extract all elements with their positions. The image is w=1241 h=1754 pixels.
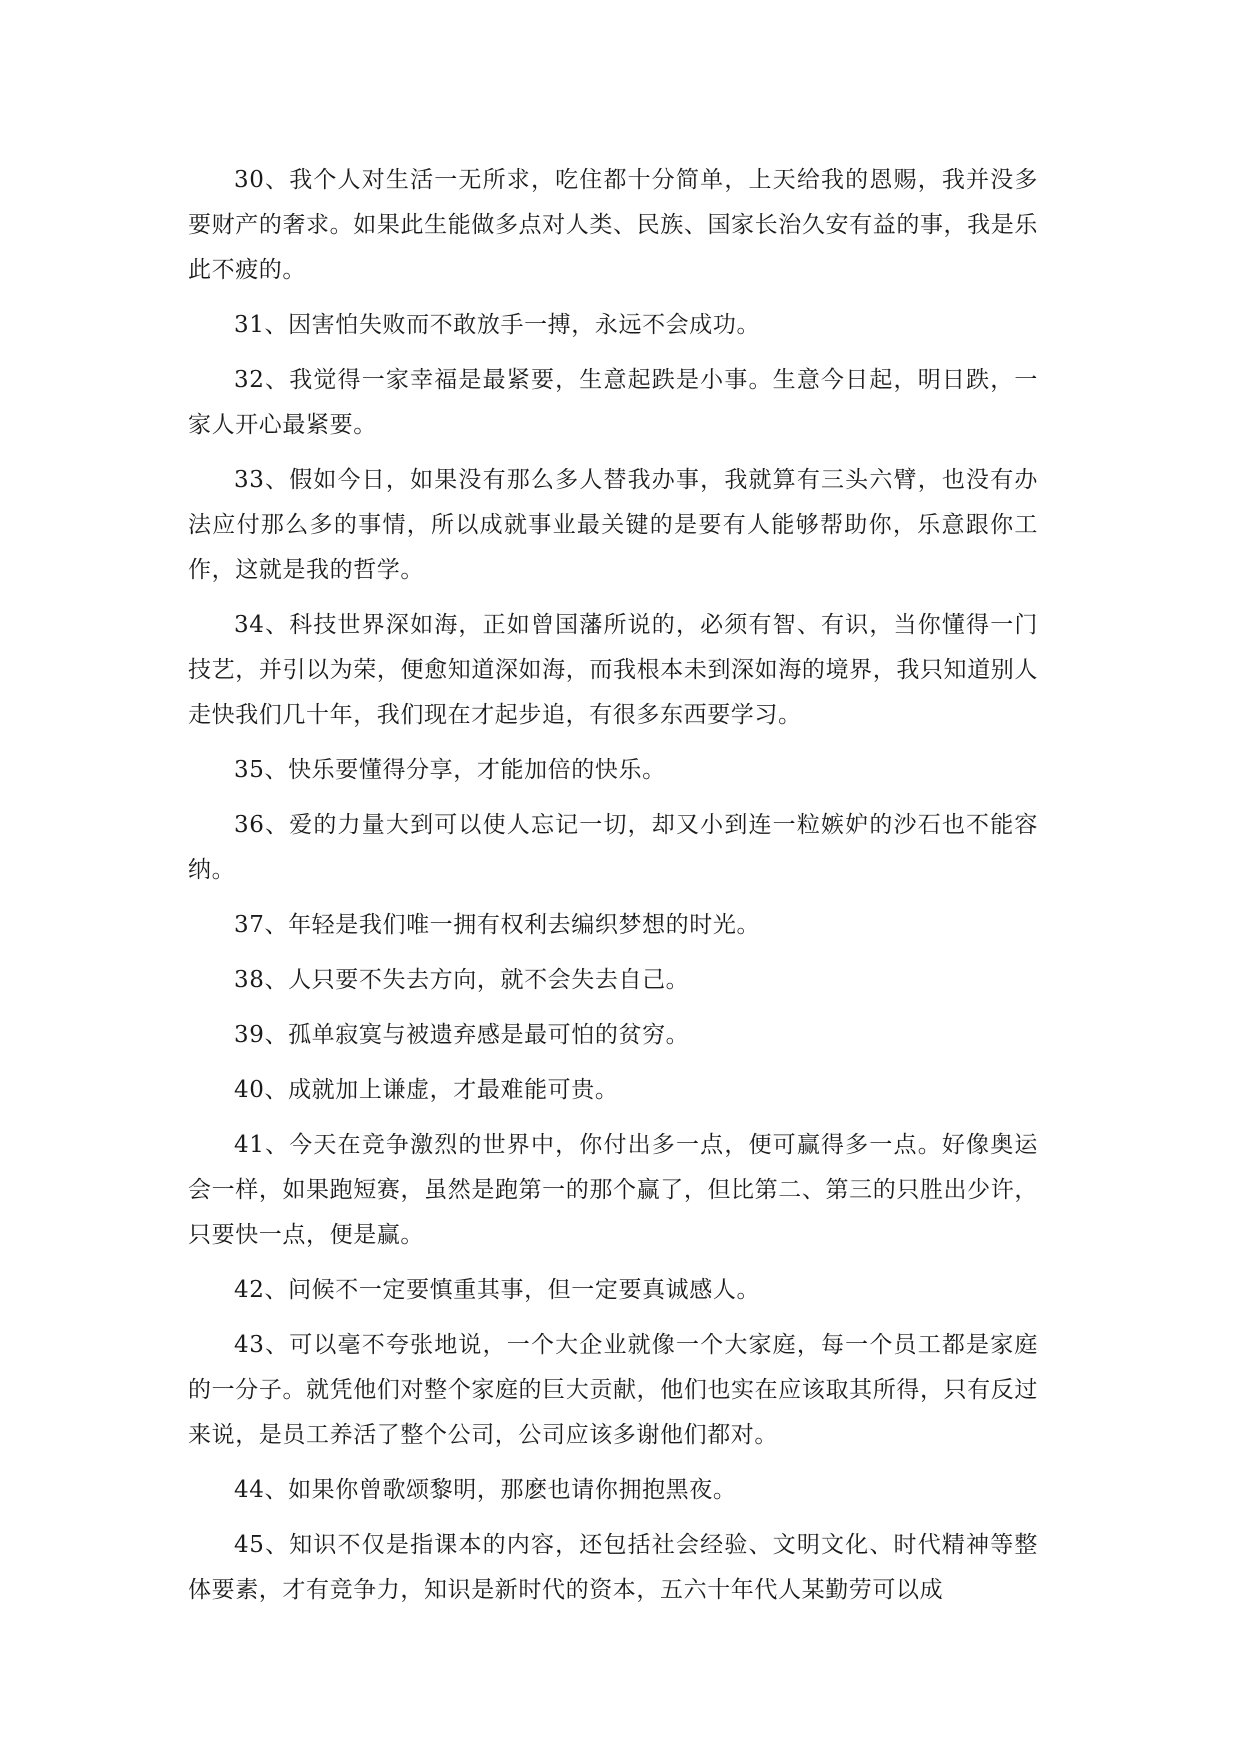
quote-paragraph-39: 39、孤单寂寞与被遗弃感是最可怕的贫穷。 xyxy=(234,1022,690,1048)
quote-paragraph-42: 42、问候不一定要慎重其事，但一定要真诚感人。 xyxy=(234,1277,761,1303)
quote-paragraph-37: 37、年轻是我们唯一拥有权利去编织梦想的时光。 xyxy=(234,912,761,938)
quote-paragraph-45: 45、知识不仅是指课本的内容，还包括社会经验、文明文化、时代精神等整体要素，才有竞争力，知识是新时代的资本，五六十年代人某勤劳可以成 xyxy=(188,1532,1038,1603)
document-body xyxy=(188,158,1038,1613)
quote-paragraph-38: 38、人只要不失去方向，就不会失去自己。 xyxy=(234,967,690,993)
quote-paragraph-31: 31、因害怕失败而不敢放手一搏，永远不会成功。 xyxy=(234,312,761,338)
quote-paragraph-32: 32、我觉得一家幸福是最紧要，生意起跌是小事。生意今日起，明日跌，一家人开心最紧要。 xyxy=(188,367,1038,438)
quote-paragraph-33: 33、假如今日，如果没有那么多人替我办事，我就算有三头六臂，也没有办法应付那么多的事情，所以成就事业最关键的是要有人能够帮助你，乐意跟你工作，这就是我的哲学。 xyxy=(188,467,1038,583)
quote-paragraph-41: 41、今天在竞争激烈的世界中，你付出多一点，便可赢得多一点。好像奥运会一样，如果跑短赛，虽然是跑第一的那个赢了，但比第二、第三的只胜出少许，只要快一点，便是赢。 xyxy=(188,1132,1038,1248)
quote-paragraph-35: 35、快乐要懂得分享，才能加倍的快乐。 xyxy=(234,757,666,783)
quote-paragraph-34: 34、科技世界深如海，正如曾国藩所说的，必须有智、有识，当你懂得一门技艺，并引以为荣，便愈知道深如海，而我根本未到深如海的境界，我只知道别人走快我们几十年，我们现在才起步追，有很多东西要学习。 xyxy=(188,612,1038,728)
quote-paragraph-40: 40、成就加上谦虚，才最难能可贵。 xyxy=(234,1077,619,1103)
quote-paragraph-43: 43、可以毫不夸张地说，一个大企业就像一个大家庭，每一个员工都是家庭的一分子。就凭他们对整个家庭的巨大贡献，他们也实在应该取其所得，只有反过来说，是员工养活了整个公司，公司应该多谢他们都对。 xyxy=(188,1332,1038,1448)
quote-paragraph-30: 30、我个人对生活一无所求，吃住都十分简单，上天给我的恩赐，我并没多要财产的奢求。如果此生能做多点对人类、民族、国家长治久安有益的事，我是乐此不疲的。 xyxy=(188,167,1038,283)
quote-paragraph-44: 44、如果你曾歌颂黎明，那麽也请你拥抱黑夜。 xyxy=(234,1477,737,1503)
quote-paragraph-36: 36、爱的力量大到可以使人忘记一切，却又小到连一粒嫉妒的沙石也不能容纳。 xyxy=(188,812,1038,883)
